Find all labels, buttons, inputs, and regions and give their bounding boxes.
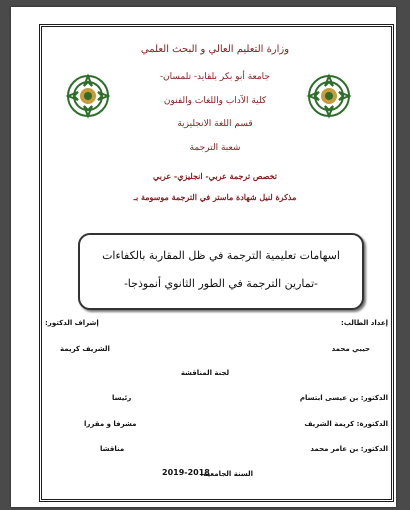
- ministry-heading: وزارة التعليم العالي و البحث العلمي: [140, 44, 290, 55]
- committee-member-3-role: مناقشا: [100, 445, 125, 453]
- department-name: قسم اللغة الانجليزية: [177, 119, 253, 129]
- thesis-title-line2: -تمارين الترجمة في الطور الثانوي أنموذجا-: [124, 277, 318, 290]
- committee-member-3-name: الدكتور: بن عامر محمد: [310, 445, 388, 453]
- faculty-name: كلية الآداب واللغات والفنون: [163, 96, 267, 106]
- committee-label: لجنة المناقشة: [180, 369, 230, 377]
- prepared-by-label: إعداد الطالب:: [341, 319, 388, 327]
- committee-member-1-name: الدكتور: بن عيسى ابتسام: [299, 394, 388, 402]
- committee-member-1-role: رئيسا: [112, 394, 132, 402]
- university-name: جامعة أبو بكر بلقايد- تلمسان-: [160, 72, 270, 82]
- thesis-note: مذكرة لنيل شهادة ماستر في الترجمة موسومة بـ: [133, 192, 297, 202]
- supervisor-name: الشريف كريمة: [60, 345, 110, 353]
- branch-name: شعبة الترجمة: [189, 143, 241, 153]
- supervisor-label: إشراف الدكتور:: [45, 319, 99, 327]
- committee-member-2-name: الدكتورة: كريمة الشريف: [304, 420, 388, 428]
- committee-member-2-role: مشرفا و مقررا: [84, 420, 137, 428]
- student-name: حيبي محمد: [331, 345, 370, 353]
- thesis-title-box: [78, 233, 364, 310]
- academic-year-label: السنة الجامعية:: [200, 470, 253, 478]
- academic-year-value: 2019-2018: [162, 468, 210, 477]
- specialty-line: تخصص ترجمة عربي- انجليزي- عربي: [153, 171, 277, 181]
- thesis-title-line1: اسهامات تعليمية الترجمة في ظل المقاربة بالكفاءات: [102, 249, 340, 262]
